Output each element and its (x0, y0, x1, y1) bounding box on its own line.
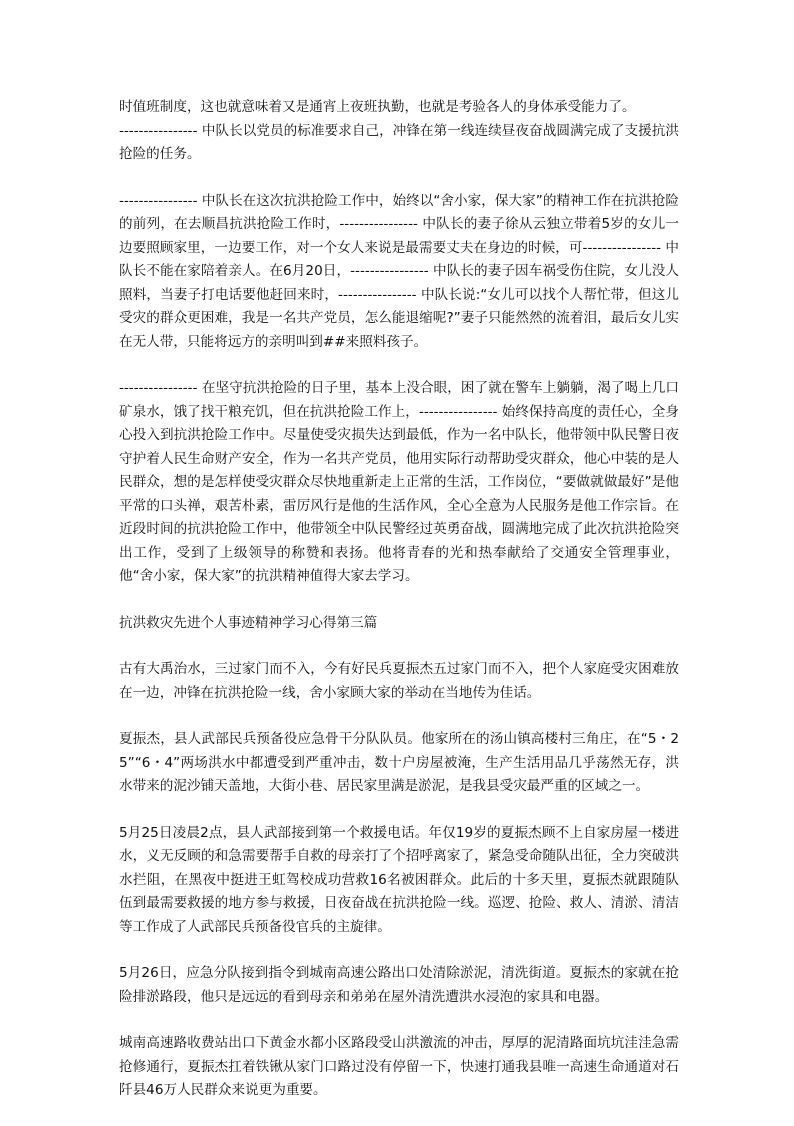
paragraph-2: ---------------- 中队长在这次抗洪抢险工作中，始终以“舍小家，保大家”的精神工作在抗洪抢险的前列，在去顺昌抗洪抢险工作时，---------------- 中队长的妻子徐从云独立带着5岁的女儿一边要照顾家里，一边要工作，对一个女人来说是最需要丈夫在身边的时候，可---------------- 中队长不能在家陪着亲人。在6月20日，---------------- 中队长的妻子因车祸受伤住院，女儿没人照料，当妻子打电话要他赶回来时，---------------- 中队长说:“女儿可以找个人帮忙带，但这儿受灾的群众更困难，我是一名共产党员，怎么能退缩呢?”妻子只能然然的流着泪，最后女儿实在无人带，只能将远方的亲明叫到##来照料孩子。 (119, 192, 679, 350)
paragraph-7: 5月26日，应急分队接到指令到城南高速公路出口处清除淤泥，清洗街道。夏振杰的家就在抢险排淤路段，他只是远远的看到母亲和弟弟在屋外清洗遭洪水浸泡的家具和电器。 (119, 965, 679, 1005)
paragraph-3: ---------------- 在坚守抗洪抢险的日子里，基本上没合眼，困了就在警车上躺躺，渴了喝上几口矿泉水，饿了找干粮充饥，但在抗洪抢险工作上，---------------- 始终保持高度的责任心，全身心投入到抗洪抢险工作中。尽量使受灾损失达到最低，作为一名中队长，他带领中队民警日夜守护着人民生命财产安全，作为一名共产党员，他用实际行动帮助受灾群众，他心中装的是人民群众，想的是怎样使受灾群众尽快地重新走上正常的生活，工作岗位，“要做就做最好”是他平常的口头禅，艰苦朴素，雷厉风行是他的生活作风，全心全意为人民服务是他工作宗旨。在近段时间的抗洪抢险工作中，他带领全中队民警经过英勇奋战，圆满地完成了此次抗洪抢险突出工作，受到了上级领导的称赞和表扬。他将青春的光和热奉献给了交通安全管理事业，他“舍小家，保大家”的抗洪精神值得大家去学习。 (119, 380, 679, 584)
paragraph-5: 夏振杰，县人武部民兵预备役应急骨干分队队员。他家所在的汤山镇高楼村三角庄，在“5・25”“6・4”两场洪水中都遭受到严重冲击，数十户房屋被淹，生产生活用品几乎荡然无存，洪水带来的泥沙铺天盖地，大街小巷、居民家里满是淤泥，是我县受灾最严重的区域之一。 (119, 731, 679, 794)
section-title: 抗洪救灾先进个人事迹精神学习心得第三篇 (119, 614, 378, 631)
paragraph-8: 城南高速路收费站出口下黄金水都小区路段受山洪激流的冲击，厚厚的泥清路面坑坑洼洼急需抢修通行，夏振杰扛着铁锹从家门口路过没有停留一下，快速打通我县唯一高速生命通道对石阡县46万人民群众来说更为重要。 (119, 1035, 679, 1098)
paragraph-1: 时值班制度，这也就意味着又是通宵上夜班执勤，也就是考验各人的身体承受能力了。 ---------------- 中队长以党员的标准要求自己，冲锋在第一线连续昼夜奋战圆满完成了支援抗洪抢险的任务。 (119, 99, 679, 162)
document-page (119, 96, 679, 1126)
paragraph-4: 古有大禹治水，三过家门而不入，今有好民兵夏振杰五过家门而不入，把个人家庭受灾困难放在一边，冲锋在抗洪抢险一线，舍小家顾大家的举动在当地传为佳话。 (119, 661, 679, 701)
paragraph-6: 5月25日凌晨2点，县人武部接到第一个救援电话。年仅19岁的夏振杰顾不上自家房屋一楼进水，义无反顾的和急需要帮手自救的母亲打了个招呼离家了，紧急受命随队出征，全力突破洪水拦阻，在黑夜中挺进王虹驾校成功营救16名被困群众。此后的十多天里，夏振杰就跟随队伍到最需要救援的地方参与救援，日夜奋战在抗洪抢险一线。巡逻、抢险、救人、清淤、清洁等工作成了人武部民兵预备役官兵的主旋律。 (119, 824, 679, 935)
